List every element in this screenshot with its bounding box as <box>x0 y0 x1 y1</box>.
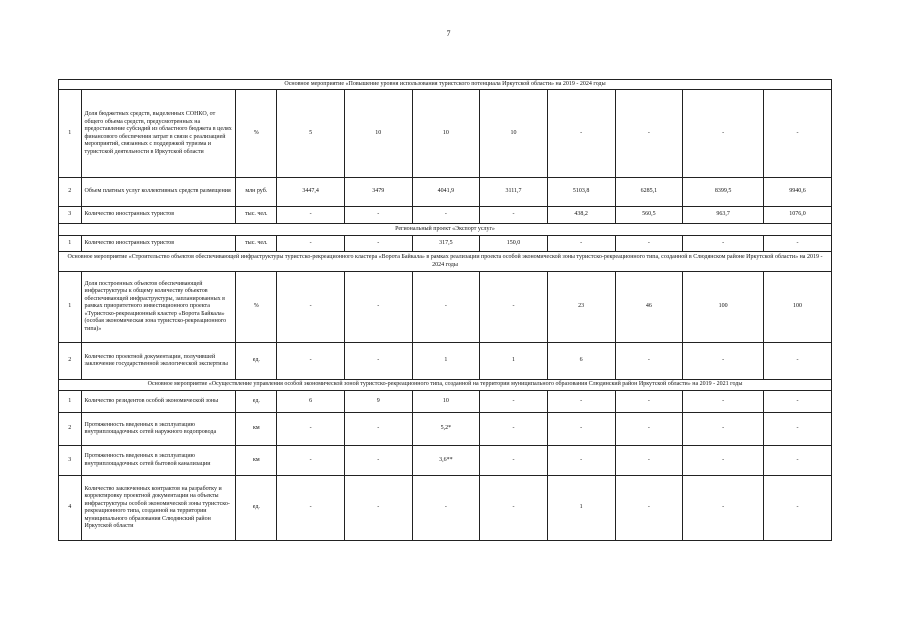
section-title: Основное мероприятие «Повышение уровня использования туристского потенциала Иркутской области» на 2019 - 2024 годы <box>59 80 832 90</box>
value-cell: 6 <box>277 391 345 413</box>
value-cell: - <box>615 391 683 413</box>
value-cell: - <box>412 476 480 541</box>
unit-cell: % <box>236 272 277 343</box>
value-cell: 6285,1 <box>615 178 683 207</box>
value-cell: - <box>277 446 345 476</box>
value-cell: 6 <box>547 343 615 380</box>
section-header-row <box>59 224 832 236</box>
value-cell: - <box>344 413 412 446</box>
value-cell: - <box>277 272 345 343</box>
value-cell: 1076,0 <box>764 207 832 224</box>
row-number: 4 <box>59 476 82 541</box>
unit-cell: % <box>236 90 277 178</box>
value-cell: - <box>412 207 480 224</box>
row-number: 1 <box>59 272 82 343</box>
section-header-row <box>59 80 832 90</box>
table-row <box>59 413 832 446</box>
table-row <box>59 90 832 178</box>
value-cell: 100 <box>683 272 764 343</box>
unit-cell: ед. <box>236 391 277 413</box>
value-cell: 23 <box>547 272 615 343</box>
value-cell: - <box>764 391 832 413</box>
value-cell: - <box>683 391 764 413</box>
value-cell: - <box>344 446 412 476</box>
value-cell: 10 <box>344 90 412 178</box>
value-cell: - <box>683 413 764 446</box>
unit-cell: ед. <box>236 343 277 380</box>
page-number: 7 <box>446 29 451 38</box>
unit-cell: км <box>236 446 277 476</box>
value-cell: 46 <box>615 272 683 343</box>
row-number: 1 <box>59 236 82 252</box>
value-cell: - <box>547 413 615 446</box>
value-cell: 10 <box>480 90 548 178</box>
value-cell: 5,2* <box>412 413 480 446</box>
table-row <box>59 446 832 476</box>
value-cell: 3,6** <box>412 446 480 476</box>
table-row <box>59 178 832 207</box>
table-row <box>59 476 832 541</box>
value-cell: - <box>277 207 345 224</box>
table-row <box>59 272 832 343</box>
value-cell: - <box>480 272 548 343</box>
value-cell: - <box>615 446 683 476</box>
unit-cell: тыс. чел. <box>236 236 277 252</box>
indicator-name: Протяженность введенных в эксплуатацию внутриплощадочных сетей бытовой канализации <box>81 446 236 476</box>
value-cell: - <box>480 391 548 413</box>
unit-cell: тыс. чел. <box>236 207 277 224</box>
value-cell: - <box>277 343 345 380</box>
value-cell: - <box>615 343 683 380</box>
value-cell: - <box>344 343 412 380</box>
indicator-name: Протяженность введенных в эксплуатацию внутриплощадочных сетей наружного водопровода <box>81 413 236 446</box>
value-cell: - <box>547 446 615 476</box>
value-cell: 1 <box>547 476 615 541</box>
value-cell: 8399,5 <box>683 178 764 207</box>
value-cell: 100 <box>764 272 832 343</box>
value-cell: 150,0 <box>480 236 548 252</box>
indicator-name: Доля построенных объектов обеспечивающей инфраструктуры к общему количеству объектов обеспечивающей инфраструктуры, запланированных в рамках приоритетного инвестиционного проекта «Туристско-рекреационный кластер «Ворота Байкала» (особая экономическая зона туристско-рекреационного типа)» <box>81 272 236 343</box>
value-cell: - <box>547 391 615 413</box>
value-cell: - <box>615 413 683 446</box>
row-number: 1 <box>59 90 82 178</box>
table-row <box>59 207 832 224</box>
value-cell: - <box>480 207 548 224</box>
value-cell: - <box>764 90 832 178</box>
value-cell: 560,5 <box>615 207 683 224</box>
value-cell: - <box>683 343 764 380</box>
value-cell: - <box>683 446 764 476</box>
section-header-row <box>59 252 832 272</box>
value-cell: 3479 <box>344 178 412 207</box>
section-header-row <box>59 380 832 391</box>
row-number: 2 <box>59 413 82 446</box>
value-cell: 4041,9 <box>412 178 480 207</box>
row-number: 3 <box>59 446 82 476</box>
row-number: 2 <box>59 343 82 380</box>
indicators-table <box>58 79 832 541</box>
unit-cell: млн руб. <box>236 178 277 207</box>
indicator-name: Количество проектной документации, получившей заключение государственной экологической экспертизы <box>81 343 236 380</box>
value-cell: 1 <box>412 343 480 380</box>
row-number: 3 <box>59 207 82 224</box>
value-cell: - <box>344 207 412 224</box>
value-cell: - <box>344 272 412 343</box>
value-cell: - <box>683 90 764 178</box>
value-cell: - <box>764 476 832 541</box>
value-cell: 963,7 <box>683 207 764 224</box>
value-cell: 10 <box>412 90 480 178</box>
value-cell: - <box>480 413 548 446</box>
value-cell: - <box>615 476 683 541</box>
indicator-name: Доля бюджетных средств, выделенных СОНКО, от общего объема средств, предусмотренных на предоставление субсидий из областного бюджета в целях финансового обеспечения затрат в связи с реализацией мероприятий, связанных с поддержкой туризма и туристской деятельности в Иркутской области <box>81 90 236 178</box>
value-cell: - <box>547 236 615 252</box>
value-cell: 438,2 <box>547 207 615 224</box>
value-cell: - <box>480 446 548 476</box>
value-cell: - <box>547 90 615 178</box>
value-cell: - <box>480 476 548 541</box>
value-cell: 317,5 <box>412 236 480 252</box>
section-title: Региональный проект «Экспорт услуг» <box>59 224 832 236</box>
value-cell: 1 <box>480 343 548 380</box>
value-cell: - <box>344 236 412 252</box>
table-row <box>59 391 832 413</box>
value-cell: 5103,8 <box>547 178 615 207</box>
value-cell: - <box>412 272 480 343</box>
unit-cell: км <box>236 413 277 446</box>
value-cell: 9940,6 <box>764 178 832 207</box>
unit-cell: ед. <box>236 476 277 541</box>
indicator-name: Объем платных услуг коллективных средств размещения <box>81 178 236 207</box>
table-row <box>59 236 832 252</box>
value-cell: - <box>764 343 832 380</box>
value-cell: - <box>344 476 412 541</box>
value-cell: - <box>683 476 764 541</box>
table-row <box>59 343 832 380</box>
value-cell: - <box>277 476 345 541</box>
value-cell: - <box>615 236 683 252</box>
value-cell: 3111,7 <box>480 178 548 207</box>
indicator-name: Количество иностранных туристов <box>81 236 236 252</box>
indicator-name: Количество иностранных туристов <box>81 207 236 224</box>
row-number: 2 <box>59 178 82 207</box>
section-title: Основное мероприятие «Строительство объектов обеспечивающей инфраструктуры туристско-рекреационного кластера «Ворота Байкала» в рамках реализации проекта особой экономической зоны туристско-рекреационного типа, созданной в Слюдянском районе Иркутской области» на 2019 - 2024 годы <box>59 252 832 272</box>
value-cell: - <box>764 413 832 446</box>
value-cell: - <box>764 236 832 252</box>
value-cell: 3447,4 <box>277 178 345 207</box>
value-cell: - <box>277 413 345 446</box>
value-cell: 10 <box>412 391 480 413</box>
value-cell: 9 <box>344 391 412 413</box>
section-title: Основное мероприятие «Осуществление управления особой экономической зоной туристско-рекреационного типа, созданной на территории муниципального образования Слюдянский район Иркутской области» на 2019 - 2021 годы <box>59 380 832 391</box>
value-cell: - <box>615 90 683 178</box>
value-cell: - <box>683 236 764 252</box>
row-number: 1 <box>59 391 82 413</box>
indicator-name: Количество заключенных контрактов на разработку и корректировку проектной документации на объекты инфраструктуры особой экономической зоны туристско-рекреационного типа, созданной на территории муниципального образования Слюдянский район Иркутской области <box>81 476 236 541</box>
value-cell: 5 <box>277 90 345 178</box>
value-cell: - <box>764 446 832 476</box>
value-cell: - <box>277 236 345 252</box>
indicator-name: Количество резидентов особой экономической зоны <box>81 391 236 413</box>
